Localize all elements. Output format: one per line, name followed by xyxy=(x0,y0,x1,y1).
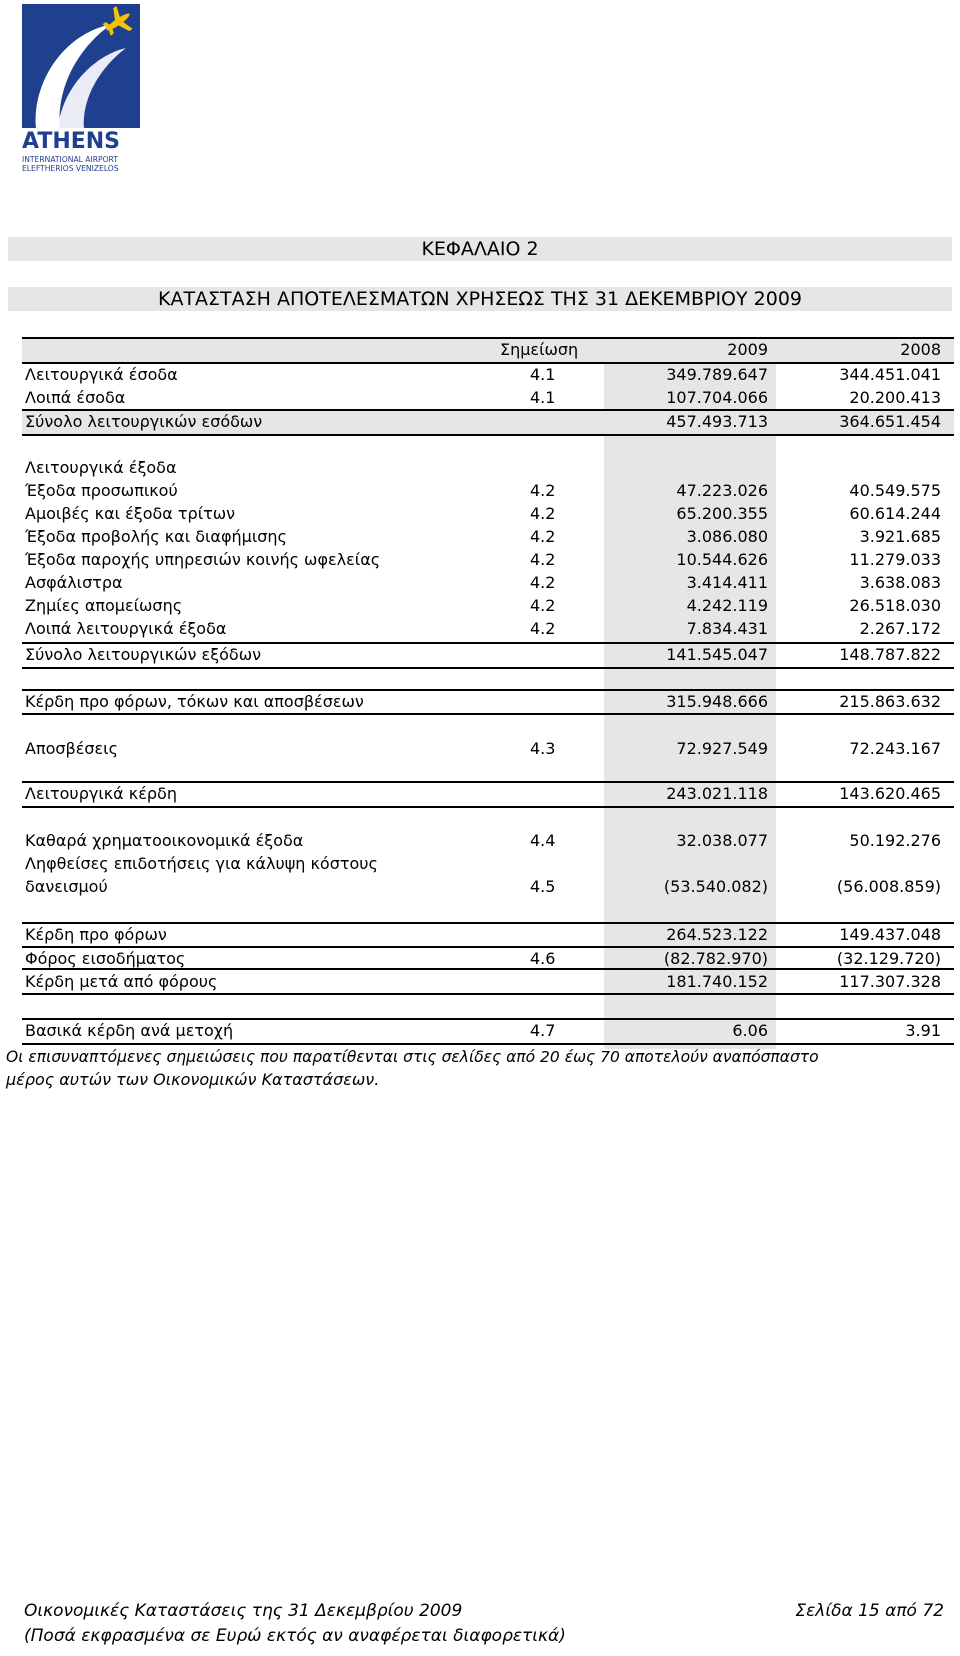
row-label: Βασικά κέρδη ανά μετοχή xyxy=(25,1021,234,1040)
row-value-2009: 181.740.152 xyxy=(666,972,768,991)
row-label: Καθαρά χρηματοοικονομικά έξοδα xyxy=(25,831,304,850)
row-value-2008: 3.638.083 xyxy=(859,573,941,592)
row-label: Ζημίες απομείωσης xyxy=(25,596,183,615)
row-value-2009: 264.523.122 xyxy=(666,925,768,944)
footer-currency-note: (Ποσά εκφρασμένα σε Ευρώ εκτός αν αναφέρεται διαφορετικά) xyxy=(24,1626,566,1646)
row-note: 4.4 xyxy=(530,831,556,850)
rule-6 xyxy=(22,713,954,715)
row-value-2009: 32.038.077 xyxy=(676,831,768,850)
row-note: 4.2 xyxy=(530,504,556,523)
row-value-2008: 11.279.033 xyxy=(849,550,941,569)
row-value-2009: 47.223.026 xyxy=(676,481,768,500)
row-value-2008: 2.267.172 xyxy=(859,619,941,638)
row-value-2009: 3.086.080 xyxy=(686,527,768,546)
row-value-2009: 10.544.626 xyxy=(676,550,768,569)
row-value-2008: 60.614.244 xyxy=(849,504,941,523)
row-value-2008: 40.549.575 xyxy=(849,481,941,500)
row-label: Λειτουργικά κέρδη xyxy=(25,784,177,803)
rule-12 xyxy=(22,993,954,995)
row-value-2008: 72.243.167 xyxy=(849,739,941,758)
row-note: 4.5 xyxy=(530,877,556,896)
row-note: 4.2 xyxy=(530,550,556,569)
rule-2 xyxy=(22,434,954,436)
row-value-2009: 3.414.411 xyxy=(686,573,768,592)
row-label: Έξοδα παροχής υπηρεσιών κοινής ωφελείας xyxy=(25,550,381,569)
row-label: Ληφθείσες επιδοτήσεις για κάλυψη κόστους xyxy=(25,854,378,873)
row-label: Σύνολο λειτουργικών εσόδων xyxy=(25,412,263,431)
footer-document-title: Οικονομικές Καταστάσεις της 31 Δεκεμβρίου 2009 xyxy=(24,1601,463,1621)
row-label: Κέρδη μετά από φόρους xyxy=(25,972,218,991)
row-label: Λειτουργικά έσοδα xyxy=(25,365,178,384)
row-value-2009: 6.06 xyxy=(732,1021,768,1040)
row-value-2008: 149.437.048 xyxy=(839,925,941,944)
rule-top xyxy=(22,337,954,339)
row-value-2009: 315.948.666 xyxy=(666,692,768,711)
row-value-2008: 364.651.454 xyxy=(839,412,941,431)
logo-subtitle-2: ELEFTHERIOS VENIZELOS xyxy=(22,164,119,173)
row-value-2009: (53.540.082) xyxy=(663,877,768,896)
row-value-2009: 7.834.431 xyxy=(686,619,768,638)
row-value-2009: 349.789.647 xyxy=(666,365,768,384)
row-value-2008: 20.200.413 xyxy=(849,388,941,407)
row-note: 4.3 xyxy=(530,739,556,758)
rule-4 xyxy=(22,667,954,669)
row-label: Έξοδα προβολής και διαφήμισης xyxy=(25,527,287,546)
row-note: 4.7 xyxy=(530,1021,556,1040)
row-label: Έξοδα προσωπικού xyxy=(25,481,178,500)
row-label: Αποσβέσεις xyxy=(25,739,118,758)
row-label: Λοιπά έσοδα xyxy=(25,388,126,407)
row-label: Λειτουργικά έξοδα xyxy=(25,458,177,477)
row-value-2009: 72.927.549 xyxy=(676,739,768,758)
row-value-2008: 3.921.685 xyxy=(859,527,941,546)
row-value-2008: 3.91 xyxy=(905,1021,941,1040)
logo-subtitle-1: INTERNATIONAL AIRPORT xyxy=(22,155,118,164)
row-value-2009: 457.493.713 xyxy=(666,412,768,431)
row-value-2009: 141.545.047 xyxy=(666,645,768,664)
row-label: δανεισμού xyxy=(25,877,108,896)
row-label: Κέρδη προ φόρων, τόκων και αποσβέσεων xyxy=(25,692,364,711)
row-label: Φόρος εισοδήματος xyxy=(25,949,186,968)
statement-title: ΚΑΤΑΣΤΑΣΗ ΑΠΟΤΕΛΕΣΜΑΤΩΝ ΧΡΗΣΕΩΣ ΤΗΣ 31 ΔΕΚΕΜΒΡΙΟΥ 2009 xyxy=(157,288,803,310)
row-note: 4.1 xyxy=(530,365,556,384)
airport-logo-mark-icon xyxy=(22,4,140,128)
footnote-line-2: μέρος αυτών των Οικονομικών Καταστάσεων. xyxy=(6,1070,380,1089)
row-value-2009: (82.782.970) xyxy=(663,949,768,968)
row-value-2009: 4.242.119 xyxy=(686,596,768,615)
logo-name: ATHENS xyxy=(22,129,121,154)
column-header-note: Σημείωση xyxy=(500,340,579,359)
row-label: Σύνολο λειτουργικών εξόδων xyxy=(25,645,262,664)
row-note: 4.6 xyxy=(530,949,556,968)
row-value-2009: 107.704.066 xyxy=(666,388,768,407)
row-note: 4.2 xyxy=(530,527,556,546)
row-value-2009: 243.021.118 xyxy=(666,784,768,803)
athens-airport-logo xyxy=(22,4,144,172)
row-note: 4.1 xyxy=(530,388,556,407)
chapter-heading: ΚΕΦΑΛΑΙΟ 2 xyxy=(421,238,539,260)
footer-page-number: Σελίδα 15 από 72 xyxy=(795,1601,944,1621)
row-note: 4.2 xyxy=(530,481,556,500)
row-value-2008: 26.518.030 xyxy=(849,596,941,615)
row-label: Κέρδη προ φόρων xyxy=(25,925,167,944)
rule-8 xyxy=(22,806,954,808)
footnote-line-1: Οι επισυναπτόμενες σημειώσεις που παρατίθενται στις σελίδες από 20 έως 70 αποτελούν αναπόσπαστο xyxy=(6,1048,819,1066)
row-note: 4.2 xyxy=(530,573,556,592)
row-value-2008: 215.863.632 xyxy=(839,692,941,711)
row-label: Αμοιβές και έξοδα τρίτων xyxy=(25,504,236,523)
row-value-2008: 344.451.041 xyxy=(839,365,941,384)
row-label: Λοιπά λειτουργικά έξοδα xyxy=(25,619,227,638)
row-value-2008: (56.008.859) xyxy=(836,877,941,896)
row-value-2009: 65.200.355 xyxy=(676,504,768,523)
header-row-shade xyxy=(22,339,954,363)
row-value-2008: (32.129.720) xyxy=(836,949,941,968)
column-header-2009: 2009 xyxy=(727,340,768,359)
row-label: Ασφάλιστρα xyxy=(25,573,123,592)
column-header-2008: 2008 xyxy=(900,340,941,359)
rule-14 xyxy=(22,1043,954,1045)
row-value-2008: 143.620.465 xyxy=(839,784,941,803)
row-value-2008: 50.192.276 xyxy=(849,831,941,850)
row-note: 4.2 xyxy=(530,596,556,615)
row-value-2008: 148.787.822 xyxy=(839,645,941,664)
row-note: 4.2 xyxy=(530,619,556,638)
row-value-2008: 117.307.328 xyxy=(839,972,941,991)
